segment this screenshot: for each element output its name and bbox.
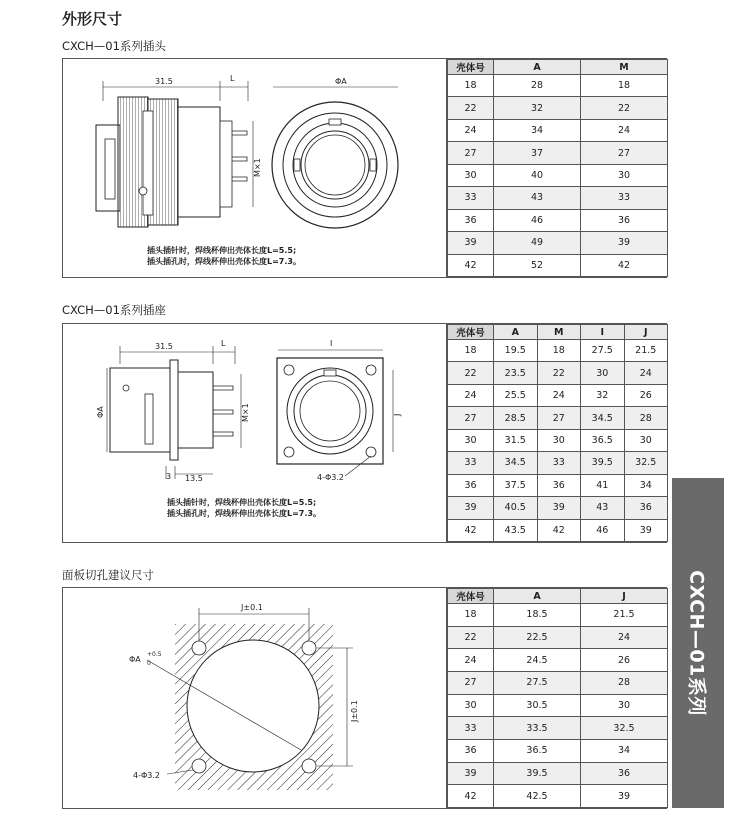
table-cell: 24.5	[494, 649, 581, 672]
table-cell: 46	[494, 209, 581, 231]
table-cell: 30	[581, 694, 668, 717]
table-row	[448, 519, 668, 542]
table-cell: 24	[624, 362, 668, 384]
table-row	[448, 497, 668, 519]
cutout-spec-table	[447, 588, 668, 808]
table-row	[448, 75, 668, 97]
table-cell: 36	[537, 474, 581, 496]
plug-spec-table	[447, 59, 668, 277]
plug-header-cell: A	[494, 60, 581, 75]
table-cell: 32.5	[624, 452, 668, 474]
table-cell: 36	[448, 739, 494, 762]
table-cell: 27.5	[581, 340, 625, 362]
plug-dim-phi-a: ΦA	[335, 77, 347, 86]
table-cell: 42	[448, 519, 494, 542]
socket-dim-i: I	[330, 339, 333, 348]
socket-dim-13-5: 13.5	[185, 474, 203, 483]
plug-note-line-2: 插头插孔时，焊线杯伸出壳体长度L=7.3。	[147, 257, 301, 266]
socket-drawing	[63, 324, 447, 542]
table-row	[448, 649, 668, 672]
plug-note	[147, 245, 301, 267]
table-row	[448, 429, 668, 451]
table-cell: 21.5	[581, 604, 668, 627]
table-cell: 22.5	[494, 626, 581, 649]
table-cell: 24	[581, 626, 668, 649]
table-row	[448, 232, 668, 254]
table-cell: 28	[624, 407, 668, 429]
table-cell: 30	[537, 429, 581, 451]
table-row	[448, 785, 668, 808]
table-row	[448, 604, 668, 627]
cutout-dim-phi-a: ΦA	[129, 655, 141, 664]
table-cell: 41	[581, 474, 625, 496]
table-row	[448, 119, 668, 141]
cutout-drawing-svg	[63, 588, 447, 810]
socket-header-cell: A	[494, 325, 538, 340]
table-cell: 22	[448, 626, 494, 649]
table-row	[448, 694, 668, 717]
table-cell: 28.5	[494, 407, 538, 429]
table-row	[448, 717, 668, 740]
plug-dim-l: L	[230, 74, 235, 83]
page-title: 外形尺寸	[62, 10, 123, 28]
table-row	[448, 187, 668, 209]
table-cell: 27.5	[494, 671, 581, 694]
table-cell: 36	[581, 762, 668, 785]
table-cell: 39	[537, 497, 581, 519]
table-cell: 33	[448, 452, 494, 474]
socket-dim-m: M×1	[241, 403, 250, 422]
table-cell: 36.5	[581, 429, 625, 451]
socket-header-cell: J	[624, 325, 668, 340]
table-cell: 36	[448, 474, 494, 496]
plug-drawing	[63, 59, 447, 277]
table-cell: 27	[448, 142, 494, 164]
table-cell: 24	[537, 384, 581, 406]
table-cell: 33	[448, 187, 494, 209]
table-cell: 26	[624, 384, 668, 406]
table-row	[448, 384, 668, 406]
table-cell: 43	[494, 187, 581, 209]
cutout-drawing	[63, 588, 447, 808]
table-row	[448, 340, 668, 362]
table-row	[448, 671, 668, 694]
table-row	[448, 452, 668, 474]
table-cell: 28	[494, 75, 581, 97]
table-cell: 39	[581, 785, 668, 808]
table-cell: 32	[494, 97, 581, 119]
table-cell: 39.5	[581, 452, 625, 474]
plug-header-cell: 壳体号	[448, 60, 494, 75]
table-cell: 30	[581, 164, 668, 186]
table-cell: 43.5	[494, 519, 538, 542]
table-cell: 39	[624, 519, 668, 542]
side-tab	[672, 478, 724, 808]
table-cell: 32	[581, 384, 625, 406]
table-cell: 40.5	[494, 497, 538, 519]
table-cell: 18	[537, 340, 581, 362]
table-cell: 27	[581, 142, 668, 164]
cutout-header-cell: A	[494, 589, 581, 604]
table-cell: 37.5	[494, 474, 538, 496]
table-cell: 19.5	[494, 340, 538, 362]
table-cell: 33.5	[494, 717, 581, 740]
socket-dim-holes: 4-Φ3.2	[317, 473, 344, 482]
table-cell: 18	[448, 340, 494, 362]
table-cell: 25.5	[494, 384, 538, 406]
table-cell: 39	[448, 232, 494, 254]
cutout-header-cell: J	[581, 589, 668, 604]
table-cell: 22	[448, 97, 494, 119]
table-cell: 39	[448, 762, 494, 785]
cutout-panel	[62, 587, 667, 809]
table-cell: 42	[448, 785, 494, 808]
table-cell: 27	[448, 407, 494, 429]
table-cell: 36	[581, 209, 668, 231]
table-cell: 23.5	[494, 362, 538, 384]
table-cell: 52	[494, 254, 581, 277]
table-cell: 40	[494, 164, 581, 186]
table-cell: 21.5	[624, 340, 668, 362]
socket-dim-phi-a: ΦA	[96, 406, 105, 418]
table-cell: 27	[537, 407, 581, 429]
cutout-tol-upper: +0.5	[147, 651, 162, 658]
table-cell: 30.5	[494, 694, 581, 717]
table-cell: 22	[537, 362, 581, 384]
socket-dim-j: J	[393, 413, 402, 416]
cutout-dim-holes: 4-Φ3.2	[133, 771, 160, 780]
table-row	[448, 142, 668, 164]
table-row	[448, 407, 668, 429]
table-cell: 33	[448, 717, 494, 740]
table-cell: 36	[448, 209, 494, 231]
table-cell: 33	[537, 452, 581, 474]
plug-panel	[62, 58, 667, 278]
table-cell: 39	[448, 497, 494, 519]
socket-panel	[62, 323, 667, 543]
socket-note	[167, 497, 321, 519]
table-cell: 30	[624, 429, 668, 451]
plug-note-line-1: 插头插针时，焊线杯伸出壳体长度L=5.5;	[147, 246, 297, 255]
table-cell: 43	[581, 497, 625, 519]
cutout-dim-j-top: J±0.1	[241, 603, 263, 612]
table-cell: 30	[448, 694, 494, 717]
cutout-dim-j-side: J±0.1	[350, 700, 359, 722]
plug-dim-m: M×1	[253, 158, 262, 177]
socket-note-line-2: 插头插孔时，焊线杯伸出壳体长度L=7.3。	[167, 509, 321, 518]
socket-header-cell: 壳体号	[448, 325, 494, 340]
side-tab-label: CXCH—01系列	[685, 570, 708, 716]
table-cell: 42	[448, 254, 494, 277]
table-cell: 32.5	[581, 717, 668, 740]
table-cell: 37	[494, 142, 581, 164]
table-row	[448, 762, 668, 785]
table-cell: 49	[494, 232, 581, 254]
table-cell: 24	[581, 119, 668, 141]
socket-header-cell: M	[537, 325, 581, 340]
table-row	[448, 209, 668, 231]
socket-dim-3: 3	[166, 472, 172, 481]
table-cell: 42	[581, 254, 668, 277]
table-row	[448, 739, 668, 762]
plug-dim-length: 31.5	[155, 77, 173, 86]
table-row	[448, 254, 668, 277]
socket-header-cell: I	[581, 325, 625, 340]
socket-note-line-1: 插头插针时，焊线杯伸出壳体长度L=5.5;	[167, 498, 317, 507]
table-cell: 42.5	[494, 785, 581, 808]
table-cell: 33	[581, 187, 668, 209]
table-row	[448, 164, 668, 186]
table-cell: 18	[448, 75, 494, 97]
plug-header-cell: M	[581, 60, 668, 75]
table-cell: 36	[624, 497, 668, 519]
table-cell: 22	[581, 97, 668, 119]
table-cell: 30	[581, 362, 625, 384]
table-cell: 42	[537, 519, 581, 542]
table-cell: 27	[448, 671, 494, 694]
table-cell: 28	[581, 671, 668, 694]
table-cell: 18	[448, 604, 494, 627]
table-cell: 26	[581, 649, 668, 672]
cutout-header-cell: 壳体号	[448, 589, 494, 604]
socket-dim-length: 31.5	[155, 342, 173, 351]
cutout-section-title: 面板切孔建议尺寸	[62, 568, 154, 582]
table-cell: 31.5	[494, 429, 538, 451]
table-cell: 34.5	[494, 452, 538, 474]
table-cell: 24	[448, 384, 494, 406]
table-cell: 46	[581, 519, 625, 542]
table-row	[448, 362, 668, 384]
table-cell: 34	[624, 474, 668, 496]
cutout-tol-lower: 0	[147, 660, 151, 667]
table-cell: 34	[581, 739, 668, 762]
table-cell: 39.5	[494, 762, 581, 785]
table-cell: 36.5	[494, 739, 581, 762]
table-cell: 24	[448, 649, 494, 672]
plug-section-title: CXCH—01系列插头	[62, 39, 166, 53]
table-row	[448, 97, 668, 119]
table-cell: 39	[581, 232, 668, 254]
table-cell: 18.5	[494, 604, 581, 627]
table-cell: 30	[448, 164, 494, 186]
table-cell: 24	[448, 119, 494, 141]
table-cell: 34	[494, 119, 581, 141]
table-cell: 18	[581, 75, 668, 97]
socket-section-title: CXCH—01系列插座	[62, 303, 166, 317]
table-cell: 34.5	[581, 407, 625, 429]
table-row	[448, 626, 668, 649]
table-cell: 30	[448, 429, 494, 451]
table-cell: 22	[448, 362, 494, 384]
socket-spec-table	[447, 324, 668, 542]
socket-dim-l: L	[221, 339, 226, 348]
table-row	[448, 474, 668, 496]
